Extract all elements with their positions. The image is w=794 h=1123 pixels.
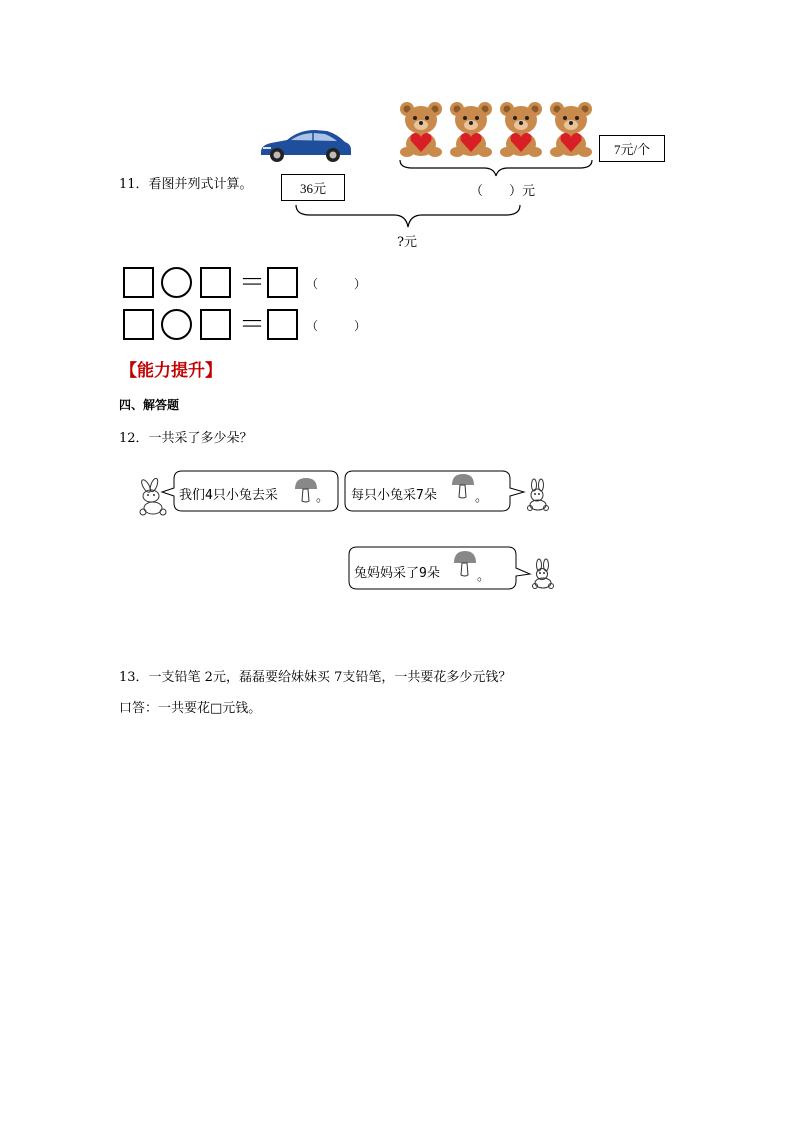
blank-box[interactable] xyxy=(200,267,231,298)
q13-label: 13．一支铅笔 2元，磊磊要给妹妹买 7支铅笔，一共要花多少元钱？ xyxy=(119,670,512,685)
bubble-3-tail: 。 xyxy=(477,569,491,584)
blank-box[interactable] xyxy=(200,309,231,340)
bubble-2-tail: 。 xyxy=(475,490,489,505)
operator-circle[interactable] xyxy=(161,309,192,340)
teddy-bears-image xyxy=(398,100,594,160)
total-label: ?元 xyxy=(397,235,417,250)
answer-paren: （ ） xyxy=(306,319,367,333)
bears-brace xyxy=(398,158,594,180)
total-brace xyxy=(294,203,522,233)
bears-total-label: （ ）元 xyxy=(470,184,536,199)
result-box[interactable] xyxy=(267,267,298,298)
result-box[interactable] xyxy=(267,309,298,340)
car-price-label: 36元 xyxy=(281,174,345,201)
bubble-1-text: 我们4只小兔去采 xyxy=(179,488,278,503)
blank-box[interactable] xyxy=(123,309,154,340)
answer-paren: （ ） xyxy=(306,277,367,291)
operator-circle[interactable] xyxy=(161,267,192,298)
bubble-1-tail: 。 xyxy=(316,490,330,505)
bear-price-label: 7元/个 xyxy=(599,135,665,162)
rabbit-icon xyxy=(524,478,552,512)
bubble-2-text: 每只小兔采7朵 xyxy=(351,488,437,503)
q11-label: 11．看图并列式计算。 xyxy=(119,177,253,192)
mushroom-icon xyxy=(452,549,478,579)
equation-row-2 xyxy=(123,309,403,343)
equals-sign: ＝ xyxy=(239,268,266,298)
q12-label: 12．一共采了多少朵？ xyxy=(119,431,253,446)
blank-box[interactable] xyxy=(123,267,154,298)
section-title: 【能力提升】 xyxy=(120,361,222,381)
equals-sign: ＝ xyxy=(239,310,266,340)
mushroom-icon xyxy=(450,472,476,500)
rabbit-icon xyxy=(530,558,556,590)
section-subtitle: 四、解答题 xyxy=(119,398,180,412)
bubble-3-text: 兔妈妈采了9朵 xyxy=(354,566,440,581)
car-image xyxy=(257,124,353,164)
equation-row-1 xyxy=(123,267,403,301)
q13-answer: 口答：一共要花□元钱。 xyxy=(119,701,262,716)
